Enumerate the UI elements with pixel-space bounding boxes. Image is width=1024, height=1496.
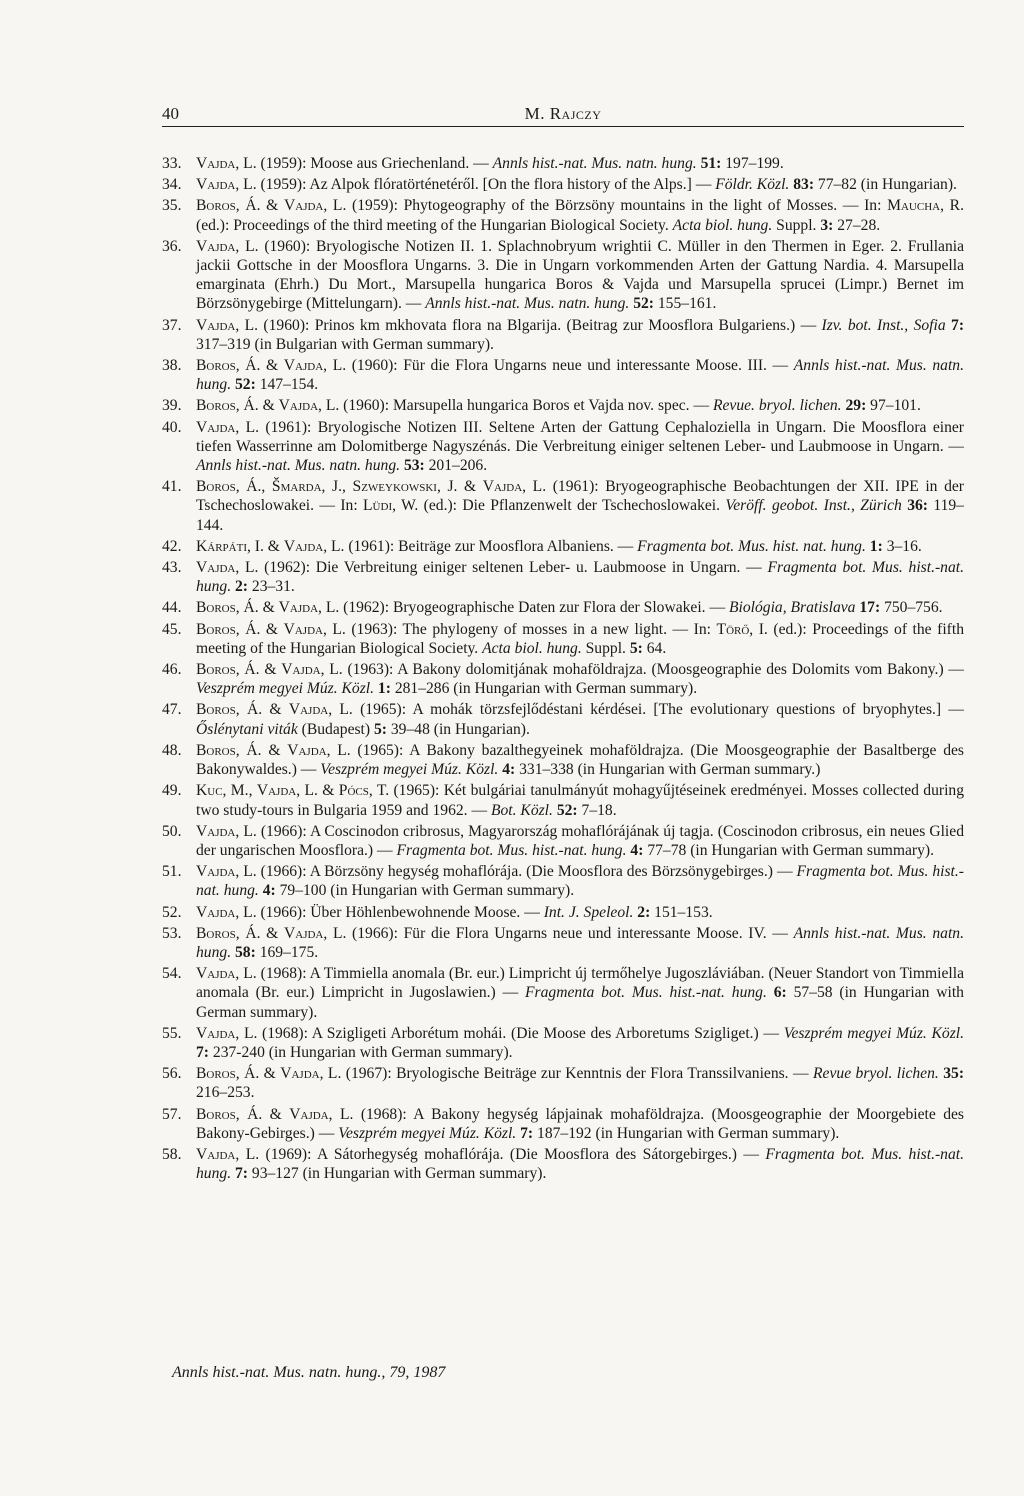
reference-item	[162, 477, 964, 535]
reference-text: Vajda, L. (1966): Über Höhlenbewohnende Moose. — Int. J. Speleol. 2: 151–153.	[196, 903, 713, 921]
reference-number: 37.	[162, 316, 182, 334]
reference-number: 54.	[162, 965, 182, 983]
reference-item	[162, 700, 964, 738]
reference-item	[162, 175, 964, 194]
reference-text: Boros, Á. & Vajda, L. (1963): The phylogeny of mosses in a new light. — In: Törő, I. (ed.): Proceedings of the fifth meeting of the Hungarian Biological Society. Acta biol. hung. Suppl. 5: 64.	[196, 620, 964, 657]
reference-text: Boros, Á. & Vajda, L. (1965): A Bakony bazalthegyeinek mohaföldrajza. (Die Moosgeographie der Basaltberge des Bakonywaldes.) — Veszprém megyei Múz. Közl. 4: 331–338 (in Hungarian with German summary.)	[196, 741, 964, 779]
reference-number: 55.	[162, 1024, 182, 1042]
reference-text: Boros, Á. & Vajda, L. (1967): Bryologische Beiträge zur Kenntnis der Flora Transsilvaniens. — Revue bryol. lichen. 35: 216–253.	[196, 1065, 965, 1102]
reference-item	[162, 237, 964, 314]
reference-item	[162, 1145, 964, 1183]
reference-text: Vajda, L. (1960): Bryologische Notizen II. 1. Splachnobryum wrightii C. Müller in den Thermen in Eger. 2. Frullania jackii Gottsche in der Moosflora Ungarns. 3. Die in Ungarn vorkommenden Arten der Gattung Nardia. 4. Marsupella emarginata (Ehrh.) Du Mort., Marsupella hungarica Boros & Vajda und Marsupella sprucei (Limpr.) Bernet im Börzsönygebirge (Mittelungarn). — Annls hist.-nat. Mus. natn. hung. 52: 155–161.	[196, 237, 964, 313]
reference-text: Vajda, L. (1961): Bryologische Notizen III. Seltene Arten der Gattung Cephaloziella in Ungarn. Die Moosflora einer tiefen Wasserrinne am Dolomitberge Nagyszénás. Die Verbreitung einiger seltenen Leber- und Laubmoose in Ungarn. — Annls hist.-nat. Mus. natn. hung. 53: 201–206.	[196, 418, 964, 475]
reference-number: 56.	[162, 1065, 182, 1083]
reference-item	[162, 903, 964, 922]
page-number: 40	[162, 104, 179, 123]
reference-number: 34.	[162, 176, 182, 194]
reference-number: 40.	[162, 418, 182, 436]
reference-text: Vajda, L. (1969): A Sátorhegység mohaflórája. (Die Moosflora des Sátorgebirges.) — Fragmenta bot. Mus. hist.-nat. hung. 7: 93–127 (in Hungarian with German summary).	[196, 1145, 964, 1183]
reference-number: 48.	[162, 741, 182, 759]
reference-text: Boros, Á. & Vajda, L. (1968): A Bakony hegység lápjainak mohaföldrajza. (Moosgeographie der Moorgebiete des Bakony-Gebirges.) — Veszprém megyei Múz. Közl. 7: 187–192 (in Hungarian with German summary).	[196, 1105, 964, 1142]
footer-citation: Annls hist.-nat. Mus. natn. hung., 79, 1987	[172, 1364, 446, 1381]
reference-number: 49.	[162, 782, 182, 800]
reference-number: 36.	[162, 237, 182, 255]
reference-item	[162, 196, 964, 234]
reference-text: Vajda, L. (1962): Die Verbreitung einiger seltenen Leber- u. Laubmoose in Ungarn. — Fragmenta bot. Mus. hist.-nat. hung. 2: 23–31.	[196, 559, 964, 596]
reference-number: 35.	[162, 197, 182, 215]
reference-number: 38.	[162, 357, 182, 375]
reference-number: 45.	[162, 620, 182, 638]
reference-text: Kuc, M., Vajda, L. & Pócs, T. (1965): Két bulgáriai tanulmányút mohagyűjtéseinek eredményei. Mosses collected during two study-tours in Bulgaria 1959 and 1962. — Bot. Közl. 52: 7–18.	[196, 782, 965, 819]
running-head: M. Rajczy	[524, 104, 602, 123]
reference-text: Vajda, L. (1959): Az Alpok flóratörténetéről. [On the flora history of the Alps.] — Földr. Közl. 83: 77–82 (in Hungarian).	[196, 176, 957, 194]
reference-text: Vajda, L. (1960): Prinos km mkhovata flora na Blgarija. (Beitrag zur Moosflora Bulgariens.) — Izv. bot. Inst., Sofia 7: 317–319 (in Bulgarian with German summary).	[196, 316, 965, 353]
reference-item	[162, 1064, 964, 1102]
reference-text: Boros, Á. & Vajda, L. (1963): A Bakony dolomitjának mohaföldrajza. (Moosgeographie des Dolomits vom Bakony.) — Veszprém megyei Múz. Közl. 1: 281–286 (in Hungarian with German summary).	[196, 661, 965, 698]
reference-item	[162, 418, 964, 476]
reference-item	[162, 598, 964, 617]
reference-number: 51.	[162, 863, 182, 881]
reference-number: 58.	[162, 1145, 182, 1163]
reference-number: 53.	[162, 924, 182, 942]
reference-number: 42.	[162, 537, 182, 555]
reference-text: Boros, Á. & Vajda, L. (1959): Phytogeography of the Börzsöny mountains in the light of Mosses. — In: Maucha, R. (ed.): Proceedings of the third meeting of the Hungarian Biological Society. Acta biol. hung. Suppl. 3: 27–28.	[196, 197, 964, 234]
reference-number: 52.	[162, 903, 182, 921]
reference-item	[162, 781, 964, 819]
reference-text: Boros, Á. & Vajda, L. (1960): Für die Flora Ungarns neue und interessante Moose. III. — Annls hist.-nat. Mus. natn. hung. 52: 147–154.	[196, 357, 964, 394]
reference-item	[162, 396, 964, 415]
reference-item	[162, 316, 964, 354]
reference-item	[162, 154, 964, 173]
reference-number: 33.	[162, 155, 182, 172]
reference-item	[162, 964, 964, 1022]
reference-text: Boros, Á. & Vajda, L. (1966): Für die Flora Ungarns neue und interessante Moose. IV. — Annls hist.-nat. Mus. natn. hung. 58: 169–175.	[196, 924, 964, 961]
reference-number: 43.	[162, 559, 182, 577]
reference-item	[162, 537, 964, 556]
reference-number: 57.	[162, 1105, 182, 1123]
reference-text: Boros, Á., Šmarda, J., Szweykowski, J. & Vajda, L. (1961): Bryogeographische Beobachtungen der XII. IPE in der Tschechoslowakei. — In: Lüdi, W. (ed.): Die Pflanzenwelt der Tschechoslowakei. Veröff. geobot. Inst., Zürich 36: 119–144.	[196, 478, 964, 534]
reference-item	[162, 1024, 964, 1062]
page-header	[162, 100, 964, 127]
reference-item	[162, 620, 964, 658]
reference-item	[162, 356, 964, 394]
reference-list	[162, 154, 964, 1185]
reference-number: 41.	[162, 478, 182, 496]
reference-text: Vajda, L. (1968): A Timmiella anomala (Br. eur.) Limpricht új termőhelye Jugoszláviában. (Neuer Standort von Timmiella anomala (Br. eur.) Limpricht in Jugoslawien.) — Fragmenta bot. Mus. hist.-nat. hung. 6: 57–58 (in Hungarian with German summary).	[196, 965, 964, 1021]
reference-item	[162, 862, 964, 900]
reference-text: Vajda, L. (1959): Moose aus Griechenland. — Annls hist.-nat. Mus. natn. hung. 51: 197–199.	[196, 155, 784, 172]
reference-number: 47.	[162, 701, 182, 719]
reference-item	[162, 924, 964, 962]
reference-text: Vajda, L. (1966): A Coscinodon cribrosus, Magyarország mohaflórájának új tagja. (Coscinodon cribrosus, ein neues Glied der ungarischen Moosflora.) — Fragmenta bot. Mus. hist.-nat. hung. 4: 77–78 (in Hungarian with German summary).	[196, 822, 964, 859]
reference-item	[162, 558, 964, 596]
reference-item	[162, 822, 964, 860]
reference-number: 44.	[162, 599, 182, 617]
reference-number: 50.	[162, 822, 182, 840]
reference-text: Boros, Á. & Vajda, L. (1962): Bryogeographische Daten zur Flora der Slowakei. — Biológia, Bratislava 17: 750–756.	[196, 599, 943, 617]
reference-item	[162, 741, 964, 779]
reference-text: Boros, Á. & Vajda, L. (1960): Marsupella hungarica Boros et Vajda nov. spec. — Revue. bryol. lichen. 29: 97–101.	[196, 397, 921, 415]
reference-item	[162, 660, 964, 698]
reference-text: Vajda, L. (1966): A Börzsöny hegység mohaflórája. (Die Moosflora des Börzsönygebirges.) — Fragmenta bot. Mus. hist.-nat. hung. 4: 79–100 (in Hungarian with German summary).	[196, 863, 964, 900]
reference-number: 39.	[162, 397, 182, 415]
reference-item	[162, 1105, 964, 1143]
reference-text: Vajda, L. (1968): A Szigligeti Arborétum mohái. (Die Moose des Arboretums Szigliget.) — Veszprém megyei Múz. Közl. 7: 237-240 (in Hungarian with German summary).	[196, 1024, 964, 1061]
reference-text: Boros, Á. & Vajda, L. (1965): A mohák törzsfejlődéstani kérdései. [The evolutionary questions of bryophytes.] — Őslénytani viták (Budapest) 5: 39–48 (in Hungarian).	[196, 701, 964, 738]
reference-text: Kárpáti, I. & Vajda, L. (1961): Beiträge zur Moosflora Albaniens. — Fragmenta bot. Mus. hist. nat. hung. 1: 3–16.	[196, 537, 922, 555]
reference-number: 46.	[162, 661, 182, 679]
